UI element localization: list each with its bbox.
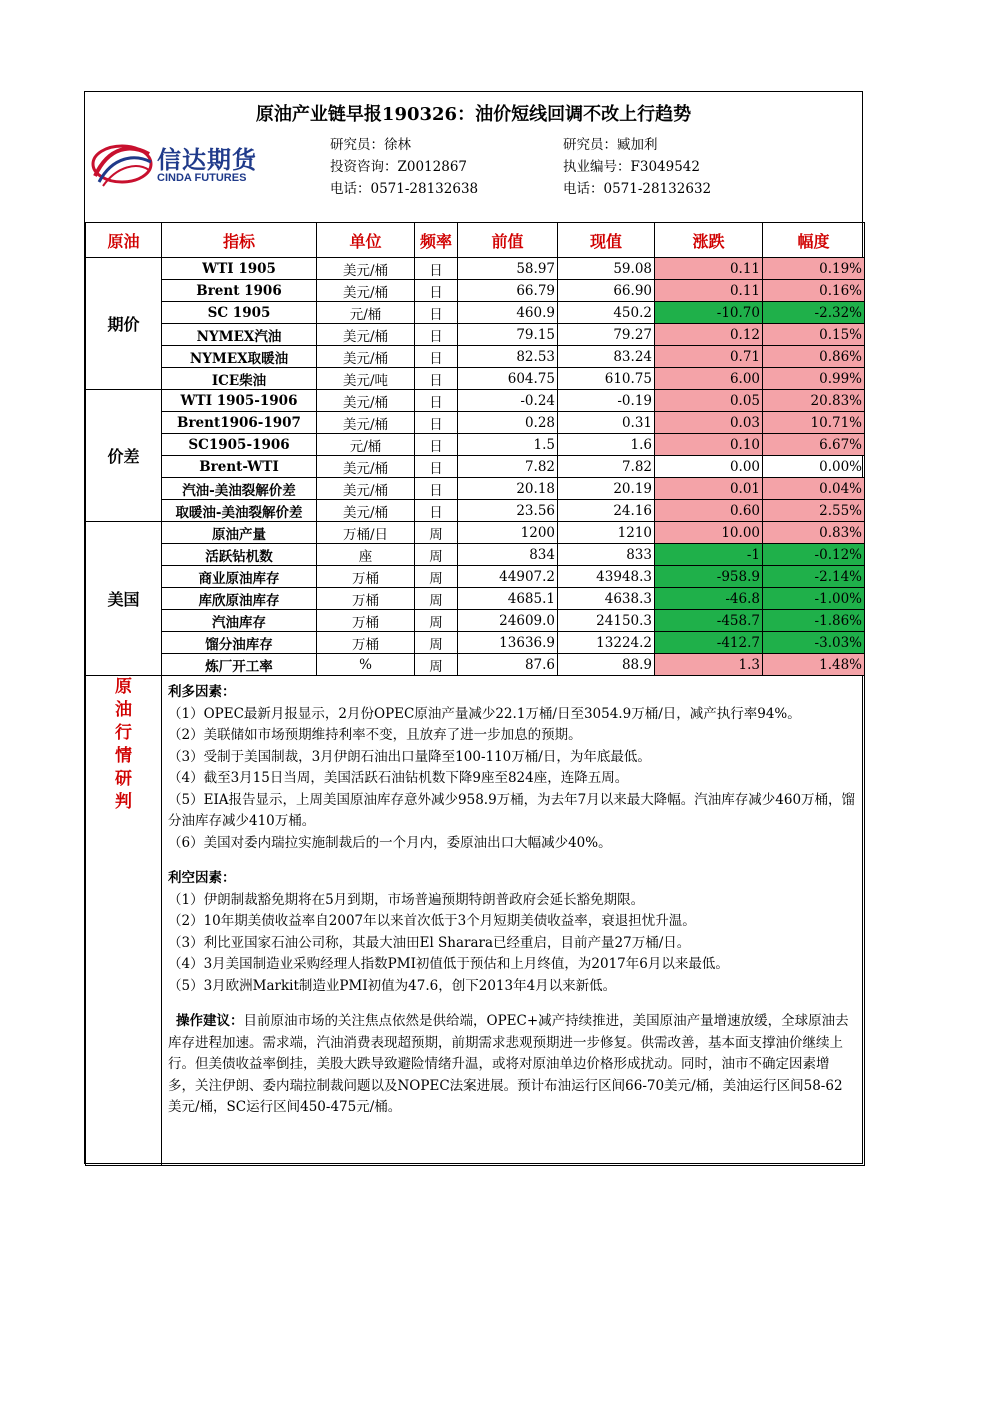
current-value-cell: 0.31 <box>558 412 655 434</box>
bullish-item: （6）美国对委内瑞拉实施制裁后的一个月内，委原油出口大幅减少40%。 <box>168 834 612 851</box>
table-row <box>86 412 865 434</box>
unit-cell: 美元/桶 <box>317 346 415 368</box>
col-header: 单位 <box>317 223 415 258</box>
unit-cell: 美元/桶 <box>317 280 415 302</box>
current-value-cell: 13224.2 <box>558 632 655 654</box>
previous-value-cell: 44907.2 <box>458 566 558 588</box>
analysis-label-char: 情 <box>115 746 132 766</box>
advice-heading: 操作建议： <box>176 1013 244 1029</box>
change-cell: -458.7 <box>655 610 763 632</box>
analyst-1-phone: 电话：0571-28132638 <box>330 181 479 197</box>
table-row <box>86 588 865 610</box>
indicator-cell: WTI 1905 <box>162 258 317 280</box>
current-value-cell: 66.90 <box>558 280 655 302</box>
percent-change-cell: 20.83% <box>763 390 865 412</box>
analysis-content <box>162 676 865 1166</box>
unit-cell: 万桶 <box>317 632 415 654</box>
previous-value-cell: 834 <box>458 544 558 566</box>
current-value-cell: 450.2 <box>558 302 655 324</box>
current-value-cell: 1.6 <box>558 434 655 456</box>
indicator-table <box>85 222 865 1166</box>
frequency-cell: 日 <box>415 390 458 412</box>
frequency-cell: 周 <box>415 610 458 632</box>
table-row <box>86 478 865 500</box>
bullish-item: （4）截至3月15日当周，美国活跃石油钻机数下降9座至824座，连降五周。 <box>168 770 629 786</box>
current-value-cell: 1210 <box>558 522 655 544</box>
table-row <box>86 632 865 654</box>
logo-text-en: CINDA FUTURES <box>157 172 247 184</box>
frequency-cell: 日 <box>415 456 458 478</box>
col-header: 幅度 <box>763 223 865 258</box>
current-value-cell: 59.08 <box>558 258 655 280</box>
analysis-label-char: 研 <box>115 769 132 789</box>
table-row <box>86 346 865 368</box>
unit-cell: 美元/桶 <box>317 390 415 412</box>
frequency-cell: 日 <box>415 346 458 368</box>
bearish-item: （4）3月美国制造业采购经理人指数PMI初值低于预估和上月终值，为2017年6月以来最低。 <box>168 956 729 972</box>
current-value-cell: 4638.3 <box>558 588 655 610</box>
group-label: 美国 <box>86 522 162 676</box>
indicator-cell: 库欣原油库存 <box>162 588 317 610</box>
previous-value-cell: 87.6 <box>458 654 558 676</box>
percent-change-cell: 10.71% <box>763 412 865 434</box>
frequency-cell: 日 <box>415 368 458 390</box>
current-value-cell: 83.24 <box>558 346 655 368</box>
frequency-cell: 日 <box>415 500 458 522</box>
logo-text-cn: 信达期货 <box>157 146 257 174</box>
percent-change-cell: 0.04% <box>763 478 865 500</box>
frequency-cell: 日 <box>415 280 458 302</box>
previous-value-cell: 1.5 <box>458 434 558 456</box>
current-value-cell: 88.9 <box>558 654 655 676</box>
indicator-cell: NYMEX取暖油 <box>162 346 317 368</box>
table-row <box>86 610 865 632</box>
change-cell: 0.00 <box>655 456 763 478</box>
analyst-2-cert: 执业编号：F3049542 <box>563 159 700 175</box>
bearish-item: （1）伊朗制裁豁免期将在5月到期，市场普遍预期特朗普政府会延长豁免期限。 <box>168 891 645 908</box>
report-title: 原油产业链早报190326：油价短线回调不改上行趋势 <box>255 104 692 125</box>
change-cell: -412.7 <box>655 632 763 654</box>
report-sheet <box>84 91 863 1164</box>
unit-cell: 万桶 <box>317 566 415 588</box>
bullish-item: （1）OPEC最新月报显示，2月份OPEC原油产量减少22.1万桶/日至3054.9万桶/日，减产执行率94%。 <box>168 705 801 722</box>
indicator-cell: ICE柴油 <box>162 368 317 390</box>
table-row <box>86 566 865 588</box>
previous-value-cell: 66.79 <box>458 280 558 302</box>
unit-cell: 万桶/日 <box>317 522 415 544</box>
bearish-item: （2）10年期美债收益率自2007年以来首次低于3个月短期美债收益率，衰退担忧升温。 <box>168 913 696 929</box>
table-row <box>86 302 865 324</box>
frequency-cell: 日 <box>415 324 458 346</box>
analysis-label-char: 判 <box>115 792 132 812</box>
advice-paragraph <box>168 1011 856 1119</box>
previous-value-cell: 20.18 <box>458 478 558 500</box>
previous-value-cell: 7.82 <box>458 456 558 478</box>
indicator-cell: 汽油-美油裂解价差 <box>162 478 317 500</box>
change-cell: -10.70 <box>655 302 763 324</box>
unit-cell: 美元/吨 <box>317 368 415 390</box>
frequency-cell: 周 <box>415 632 458 654</box>
col-header: 现值 <box>558 223 655 258</box>
indicator-cell: Brent 1906 <box>162 280 317 302</box>
table-row <box>86 522 865 544</box>
change-cell: 0.03 <box>655 412 763 434</box>
unit-cell: 美元/桶 <box>317 500 415 522</box>
indicator-cell: WTI 1905-1906 <box>162 390 317 412</box>
table-row <box>86 390 865 412</box>
indicator-cell: 汽油库存 <box>162 610 317 632</box>
change-cell: -46.8 <box>655 588 763 610</box>
indicator-cell: Brent1906-1907 <box>162 412 317 434</box>
frequency-cell: 日 <box>415 412 458 434</box>
bullish-item: （5）EIA报告显示，上周美国原油库存意外减少958.9万桶，为去年7月以来最大降幅。汽油库存减少460万桶，馏分油库存减少410万桶。 <box>168 791 856 829</box>
analysis-label-char: 油 <box>115 700 132 720</box>
frequency-cell: 周 <box>415 654 458 676</box>
change-cell: 6.00 <box>655 368 763 390</box>
current-value-cell: -0.19 <box>558 390 655 412</box>
frequency-cell: 日 <box>415 478 458 500</box>
current-value-cell: 610.75 <box>558 368 655 390</box>
unit-cell: 美元/桶 <box>317 456 415 478</box>
analyst-2-phone: 电话：0571-28132632 <box>563 181 712 197</box>
table-row <box>86 544 865 566</box>
analyst-1-cert: 投资咨询：Z0012867 <box>330 159 468 175</box>
bullish-item: （2）美联储如市场预期维持利率不变，且放弃了进一步加息的预期。 <box>168 727 582 743</box>
frequency-cell: 周 <box>415 544 458 566</box>
table-header-row <box>86 223 865 258</box>
analyst-2 <box>563 134 711 200</box>
unit-cell: 万桶 <box>317 588 415 610</box>
indicator-cell: 活跃钻机数 <box>162 544 317 566</box>
frequency-cell: 日 <box>415 434 458 456</box>
unit-cell: 座 <box>317 544 415 566</box>
percent-change-cell: 0.00% <box>763 456 865 478</box>
change-cell: 10.00 <box>655 522 763 544</box>
percent-change-cell: 0.99% <box>763 368 865 390</box>
current-value-cell: 43948.3 <box>558 566 655 588</box>
percent-change-cell: -3.03% <box>763 632 865 654</box>
frequency-cell: 周 <box>415 522 458 544</box>
percent-change-cell: 0.86% <box>763 346 865 368</box>
col-header: 指标 <box>162 223 317 258</box>
indicator-cell: SC 1905 <box>162 302 317 324</box>
group-label: 期价 <box>86 258 162 390</box>
frequency-cell: 周 <box>415 566 458 588</box>
percent-change-cell: -1.86% <box>763 610 865 632</box>
col-header: 前值 <box>458 223 558 258</box>
previous-value-cell: 23.56 <box>458 500 558 522</box>
indicator-cell: 炼厂开工率 <box>162 654 317 676</box>
previous-value-cell: 58.97 <box>458 258 558 280</box>
indicator-cell: 商业原油库存 <box>162 566 317 588</box>
change-cell: 0.71 <box>655 346 763 368</box>
previous-value-cell: 1200 <box>458 522 558 544</box>
indicator-cell: NYMEX汽油 <box>162 324 317 346</box>
change-cell: -1 <box>655 544 763 566</box>
change-cell: -958.9 <box>655 566 763 588</box>
current-value-cell: 24150.3 <box>558 610 655 632</box>
change-cell: 0.05 <box>655 390 763 412</box>
current-value-cell: 20.19 <box>558 478 655 500</box>
unit-cell: 美元/桶 <box>317 324 415 346</box>
group-label: 价差 <box>86 390 162 522</box>
previous-value-cell: 0.28 <box>458 412 558 434</box>
percent-change-cell: 1.48% <box>763 654 865 676</box>
percent-change-cell: 0.16% <box>763 280 865 302</box>
percent-change-cell: 0.15% <box>763 324 865 346</box>
indicator-cell: SC1905-1906 <box>162 434 317 456</box>
change-cell: 0.60 <box>655 500 763 522</box>
indicator-cell: 馏分油库存 <box>162 632 317 654</box>
analysis-row <box>86 676 865 1166</box>
col-header: 原油 <box>86 223 162 258</box>
percent-change-cell: -0.12% <box>763 544 865 566</box>
unit-cell: 美元/桶 <box>317 478 415 500</box>
percent-change-cell: 2.55% <box>763 500 865 522</box>
bearish-item: （3）利比亚国家石油公司称，其最大油田El Sharara已经重启，目前产量27万桶/日。 <box>168 934 691 951</box>
unit-cell: 美元/桶 <box>317 258 415 280</box>
unit-cell: 美元/桶 <box>317 412 415 434</box>
analyst-1 <box>330 134 478 200</box>
table-row <box>86 324 865 346</box>
change-cell: 0.12 <box>655 324 763 346</box>
frequency-cell: 日 <box>415 302 458 324</box>
frequency-cell: 日 <box>415 258 458 280</box>
analyst-1-name: 研究员：徐林 <box>330 137 411 153</box>
percent-change-cell: 0.83% <box>763 522 865 544</box>
advice-text: 目前原油市场的关注焦点依然是供给端，OPEC+减产持续推进，美国原油产量增速放缓，全球原油去库存进程加速。需求端，汽油消费表现超预期，前期需求悲观预期进一步修复。供需改善，基本面支撑油价继续上行。但美债收益率倒挂，美股大跌导致避险情绪升温，或将对原油单边价格形成扰动。同时，油市不确定因素增多，关注伊朗、委内瑞拉制裁问题以及NOPEC法案进展。预计布油运行区间66-70美元/桶，美油运行区间58-62美元/桶，SC运行区间450-475元/桶。 <box>168 1013 849 1115</box>
bearish-heading: 利空因素： <box>168 870 236 886</box>
change-cell: 0.11 <box>655 258 763 280</box>
frequency-cell: 周 <box>415 588 458 610</box>
current-value-cell: 79.27 <box>558 324 655 346</box>
unit-cell: 元/桶 <box>317 302 415 324</box>
previous-value-cell: 4685.1 <box>458 588 558 610</box>
indicator-cell: 原油产量 <box>162 522 317 544</box>
percent-change-cell: -2.14% <box>763 566 865 588</box>
change-cell: 0.01 <box>655 478 763 500</box>
current-value-cell: 24.16 <box>558 500 655 522</box>
change-cell: 0.10 <box>655 434 763 456</box>
table-row <box>86 280 865 302</box>
table-row <box>86 368 865 390</box>
table-row <box>86 500 865 522</box>
unit-cell: % <box>317 654 415 676</box>
change-cell: 1.3 <box>655 654 763 676</box>
col-header: 频率 <box>415 223 458 258</box>
indicator-cell: 取暖油-美油裂解价差 <box>162 500 317 522</box>
unit-cell: 元/桶 <box>317 434 415 456</box>
analysis-label-char: 原 <box>115 677 132 697</box>
previous-value-cell: 460.9 <box>458 302 558 324</box>
cinda-futures-logo <box>91 136 281 192</box>
bearish-item: （5）3月欧洲Markit制造业PMI初值为47.6，创下2013年4月以来新低。 <box>168 977 617 994</box>
bullish-item: （3）受制于美国制裁，3月伊朗石油出口量降至100-110万桶/日，为年底最低。 <box>168 748 651 765</box>
previous-value-cell: 24609.0 <box>458 610 558 632</box>
table-row <box>86 258 865 280</box>
previous-value-cell: 82.53 <box>458 346 558 368</box>
previous-value-cell: 604.75 <box>458 368 558 390</box>
indicator-cell: Brent-WTI <box>162 456 317 478</box>
previous-value-cell: -0.24 <box>458 390 558 412</box>
bullish-heading: 利多因素： <box>168 684 236 700</box>
percent-change-cell: -2.32% <box>763 302 865 324</box>
previous-value-cell: 79.15 <box>458 324 558 346</box>
analysis-label-char: 行 <box>115 723 132 743</box>
table-row <box>86 654 865 676</box>
previous-value-cell: 13636.9 <box>458 632 558 654</box>
percent-change-cell: 6.67% <box>763 434 865 456</box>
table-row <box>86 434 865 456</box>
col-header: 涨跌 <box>655 223 763 258</box>
analyst-2-name: 研究员：臧加利 <box>563 137 658 153</box>
table-row <box>86 456 865 478</box>
analysis-label <box>86 676 162 1166</box>
change-cell: 0.11 <box>655 280 763 302</box>
report-header <box>85 92 862 223</box>
current-value-cell: 7.82 <box>558 456 655 478</box>
cinda-swoosh-icon <box>91 136 153 192</box>
percent-change-cell: -1.00% <box>763 588 865 610</box>
unit-cell: 万桶 <box>317 610 415 632</box>
percent-change-cell: 0.19% <box>763 258 865 280</box>
current-value-cell: 833 <box>558 544 655 566</box>
